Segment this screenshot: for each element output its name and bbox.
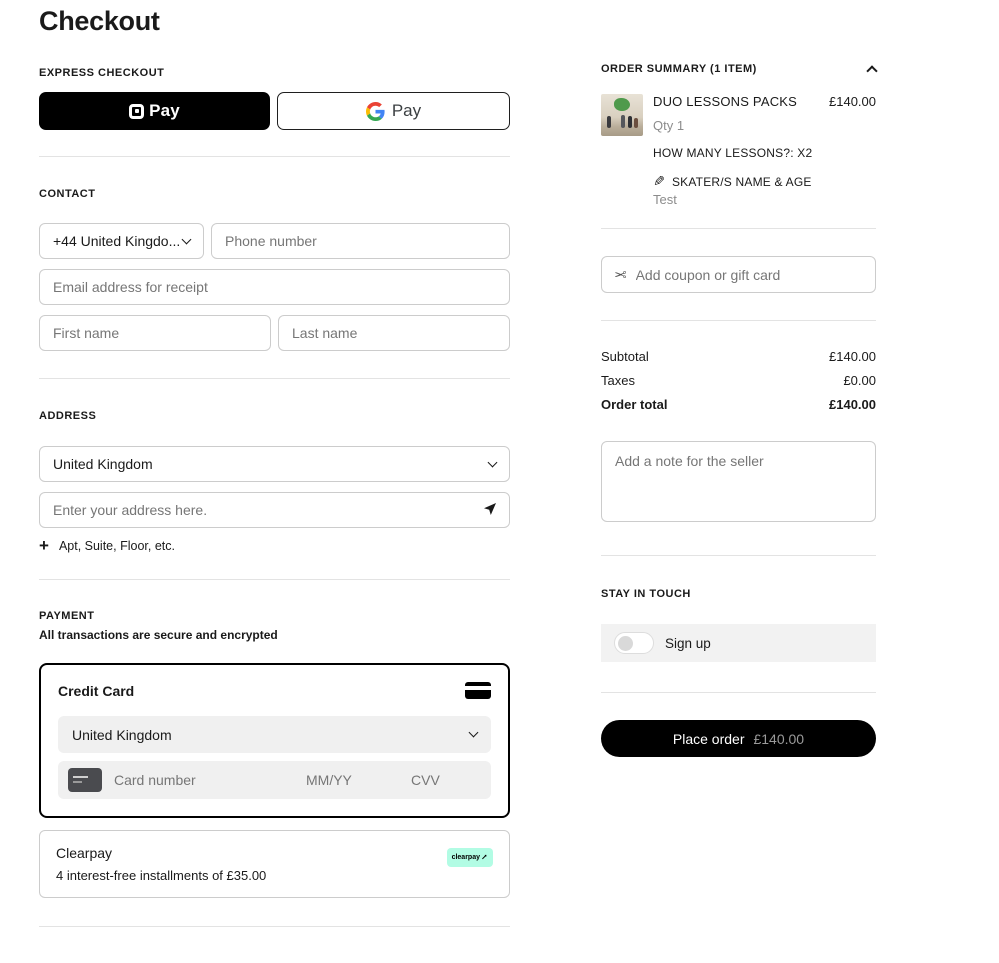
order-total-label: Order total xyxy=(601,397,668,412)
section-divider xyxy=(39,926,510,927)
order-summary-column xyxy=(601,0,876,757)
taxes-row xyxy=(601,373,876,388)
google-g-icon xyxy=(366,102,385,121)
email-input[interactable] xyxy=(39,269,510,305)
section-divider xyxy=(601,692,876,693)
product-image-detail xyxy=(614,98,630,111)
page-title: Checkout xyxy=(39,6,160,36)
card-country-select[interactable] xyxy=(58,716,491,753)
subtotal-label: Subtotal xyxy=(601,349,649,364)
signup-row xyxy=(601,624,876,662)
totals-block xyxy=(601,349,876,412)
item-quantity: Qty 1 xyxy=(653,118,685,133)
google-pay-label: Pay xyxy=(391,101,422,120)
item-modifier: HOW MANY LESSONS?: X2 xyxy=(653,146,813,160)
stay-in-touch-heading: STAY IN TOUCH xyxy=(601,588,691,600)
phone-number-input[interactable] xyxy=(211,223,510,259)
clearpay-label: Clearpay xyxy=(56,845,113,861)
section-divider xyxy=(39,378,510,379)
order-total-value: £140.00 xyxy=(829,397,876,412)
place-order-label: Place order xyxy=(672,730,745,747)
section-divider xyxy=(39,579,510,580)
locate-arrow-icon[interactable] xyxy=(483,502,497,516)
add-apt-suite-link[interactable] xyxy=(39,536,510,555)
clearpay-badge xyxy=(447,848,493,867)
item-note-row[interactable] xyxy=(653,173,876,190)
order-summary-heading: ORDER SUMMARY (1 ITEM) xyxy=(601,63,757,75)
section-divider xyxy=(601,555,876,556)
clearpay-logo-mark-icon xyxy=(481,854,488,861)
name-row xyxy=(39,315,510,351)
country-select-value: United Kingdom xyxy=(53,456,153,472)
credit-card-header xyxy=(58,682,491,699)
coupon-field-wrap[interactable] xyxy=(601,256,876,293)
section-divider xyxy=(601,228,876,229)
taxes-label: Taxes xyxy=(601,373,635,388)
clearpay-text xyxy=(56,845,266,883)
credit-card-option[interactable] xyxy=(39,663,510,818)
chevron-down-icon xyxy=(488,457,498,467)
taxes-value: £0.00 xyxy=(843,373,876,388)
first-name-input[interactable] xyxy=(39,315,271,351)
card-number-field[interactable]: Card number xyxy=(114,772,196,788)
google-pay-button[interactable] xyxy=(277,92,510,130)
product-image xyxy=(601,94,643,136)
subtotal-value: £140.00 xyxy=(829,349,876,364)
section-divider xyxy=(601,320,876,321)
section-divider xyxy=(39,156,510,157)
last-name-input[interactable] xyxy=(278,315,510,351)
address-heading: ADDRESS xyxy=(39,410,97,422)
chevron-down-icon xyxy=(182,234,192,244)
card-expiry-field[interactable]: MM/YY xyxy=(306,772,352,788)
coupon-input[interactable] xyxy=(636,267,863,283)
phone-row xyxy=(39,223,510,259)
card-country-value: United Kingdom xyxy=(72,726,172,743)
item-note-value: Test xyxy=(653,192,677,207)
apt-link-label: Apt, Suite, Floor, etc. xyxy=(58,539,175,553)
clearpay-option[interactable] xyxy=(39,830,510,898)
country-code-select[interactable] xyxy=(39,223,204,259)
square-pay-label: Pay xyxy=(149,101,180,120)
clearpay-badge-label: clearpay xyxy=(451,854,480,861)
scissors-icon: ✂ xyxy=(614,266,627,284)
credit-card-icon xyxy=(465,682,491,699)
edit-pencil-icon[interactable]: ✎ xyxy=(653,173,665,189)
checkout-form-column xyxy=(39,0,510,927)
item-name: DUO LESSONS PACKS xyxy=(653,94,798,109)
square-pay-button[interactable] xyxy=(39,92,270,130)
country-select[interactable] xyxy=(39,446,510,482)
seller-note-input[interactable] xyxy=(601,441,876,522)
address-field-wrap xyxy=(39,492,510,528)
country-code-value: +44 United Kingdo... xyxy=(53,233,181,249)
chevron-down-icon xyxy=(469,728,479,738)
order-item xyxy=(601,94,876,207)
square-logo-icon xyxy=(129,104,144,119)
item-details xyxy=(653,94,876,207)
order-total-row xyxy=(601,397,876,412)
subtotal-row xyxy=(601,349,876,364)
signup-label: Sign up xyxy=(665,635,711,651)
place-order-button[interactable] xyxy=(601,720,876,757)
credit-card-label: Credit Card xyxy=(58,682,135,699)
plus-icon: + xyxy=(39,536,49,555)
item-price: £140.00 xyxy=(829,94,876,109)
card-cvv-field[interactable]: CVV xyxy=(411,772,440,788)
toggle-knob xyxy=(618,636,633,651)
item-note-label: SKATER/S NAME & AGE xyxy=(671,174,812,189)
address-input[interactable] xyxy=(39,492,510,528)
place-order-amount: £140.00 xyxy=(753,730,805,747)
secure-note: All transactions are secure and encrypted xyxy=(39,628,278,642)
signup-toggle[interactable] xyxy=(614,632,654,654)
express-buttons-row xyxy=(39,92,510,130)
clearpay-detail: 4 interest-free installments of £35.00 xyxy=(56,868,267,883)
card-chip-icon xyxy=(68,768,102,792)
order-summary-header[interactable] xyxy=(601,63,876,75)
contact-heading: CONTACT xyxy=(39,188,96,200)
payment-heading: PAYMENT xyxy=(39,610,95,622)
card-entry-row[interactable] xyxy=(58,761,491,799)
chevron-up-icon[interactable] xyxy=(866,65,877,76)
express-checkout-heading: EXPRESS CHECKOUT xyxy=(39,67,165,79)
